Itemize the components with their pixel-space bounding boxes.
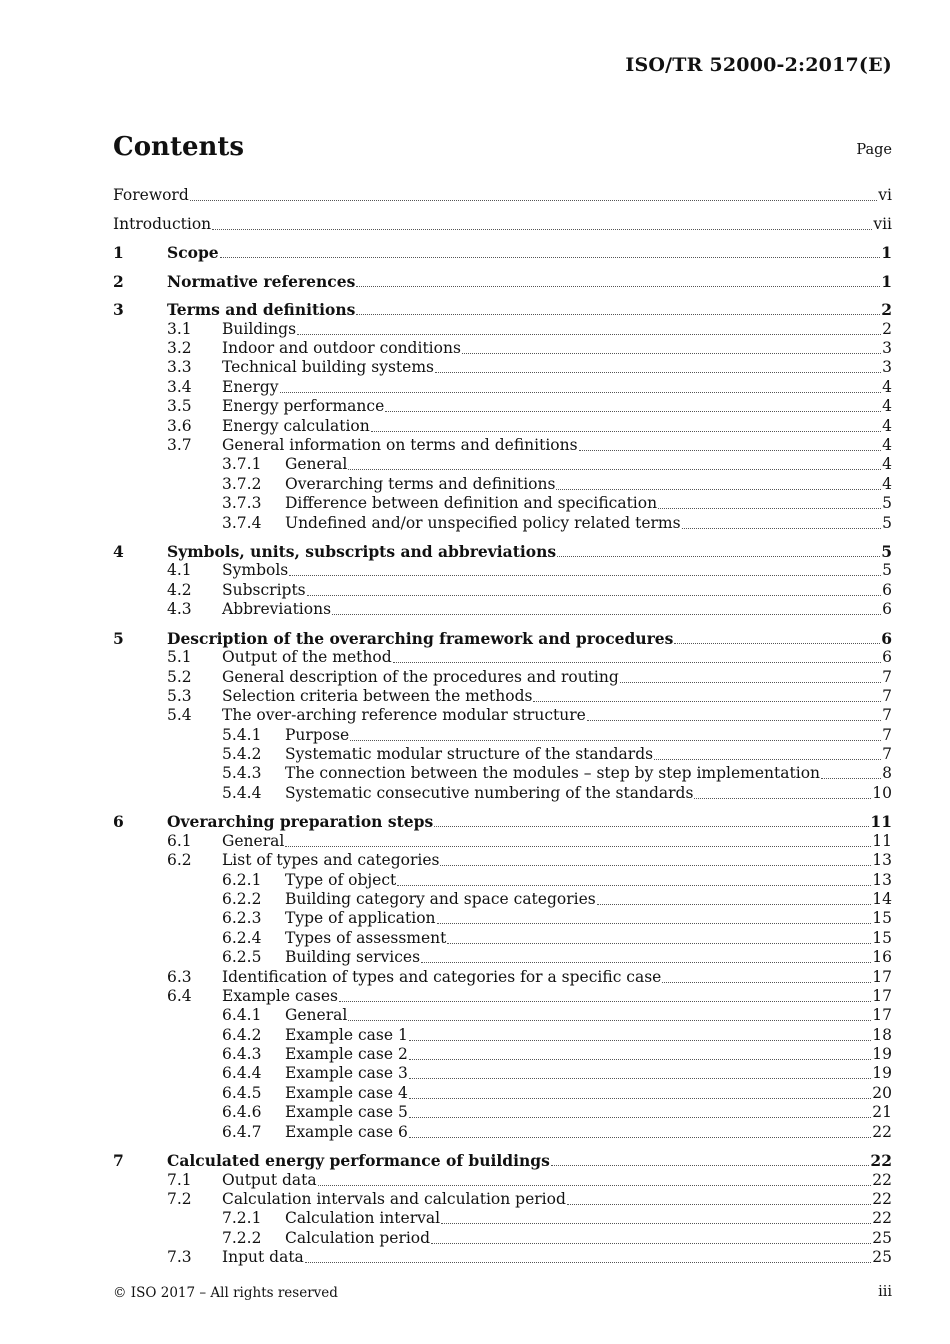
toc-dot-leader: [220, 257, 881, 258]
toc-entry[interactable]: [113, 339, 892, 358]
toc-dot-leader: [409, 1040, 871, 1041]
toc-entry-number: 3.7.2: [222, 474, 262, 493]
toc-entry[interactable]: [113, 436, 892, 455]
toc-dot-leader: [350, 740, 881, 741]
toc-entry[interactable]: [113, 377, 892, 396]
toc-entry[interactable]: [113, 628, 892, 648]
toc-dot-leader: [533, 701, 881, 702]
toc-dot-leader: [348, 469, 881, 470]
toc-entry-number: 6.3: [167, 967, 192, 986]
toc-dot-leader: [289, 575, 881, 576]
toc-entry-title: Example case 2: [285, 1045, 408, 1064]
toc-entry-number: 6.4: [167, 986, 192, 1005]
toc-entry-number: 6.2.4: [222, 928, 262, 947]
toc-entry-number: 6.4.1: [222, 1006, 262, 1025]
toc-dot-leader: [409, 1078, 871, 1079]
footer-page-number: iii: [878, 1284, 892, 1300]
toc-dot-leader: [356, 314, 880, 315]
toc-entry[interactable]: [113, 1083, 892, 1102]
toc-entry-title: General: [222, 831, 285, 850]
toc-entry[interactable]: [113, 648, 892, 667]
toc-entry[interactable]: [113, 783, 892, 802]
toc-entry-number: 3: [113, 300, 124, 320]
toc-dot-leader: [658, 508, 881, 509]
toc-dot-leader: [597, 904, 872, 905]
toc-dot-leader: [437, 923, 872, 924]
toc-entry-number: 6.2.3: [222, 909, 262, 928]
toc-entry-title: General description of the procedures and routing: [222, 667, 619, 686]
toc-entry[interactable]: [113, 706, 892, 725]
toc-entry[interactable]: [113, 319, 892, 338]
toc-entry-page: 13: [872, 851, 892, 870]
toc-dot-leader: [212, 229, 872, 230]
toc-dot-leader: [556, 489, 881, 490]
toc-entry-title: Type of object: [285, 870, 397, 889]
toc-entry[interactable]: [113, 542, 892, 562]
toc-entry-page: 16: [872, 948, 892, 967]
toc-entry-page: 14: [872, 889, 892, 908]
toc-dot-leader: [435, 372, 881, 373]
toc-entry-page: 13: [872, 870, 892, 889]
toc-entry-title: Energy: [222, 377, 279, 396]
toc-dot-leader: [339, 1001, 871, 1002]
toc-entry-title: Example case 4: [285, 1083, 408, 1102]
toc-entry[interactable]: [113, 494, 892, 513]
toc-entry-page: 18: [872, 1025, 892, 1044]
toc-entry-title: Identification of types and categories for a specific case: [222, 967, 662, 986]
toc-entry-page: 10: [872, 783, 892, 802]
toc-entry[interactable]: [113, 745, 892, 764]
toc-dot-leader: [393, 662, 882, 663]
toc-entry-title: The connection between the modules – step by step implementation: [285, 764, 821, 783]
toc-entry-number: 6: [113, 812, 124, 832]
toc-dot-leader: [440, 865, 871, 866]
toc-entry-page: 7: [882, 686, 892, 705]
toc-entry-number: 6.4.5: [222, 1083, 262, 1102]
toc-entry-number: 3.3: [167, 358, 192, 377]
toc-entry-title: Output of the method: [222, 648, 392, 667]
toc-entry[interactable]: [113, 1170, 892, 1189]
toc-entry-number: 6.2: [167, 851, 192, 870]
toc-entry[interactable]: [113, 967, 892, 986]
toc-entry[interactable]: [113, 890, 892, 909]
toc-entry-title: The over-arching reference modular structure: [222, 706, 586, 725]
toc-entry-title: Systematic consecutive numbering of the standards: [285, 783, 694, 802]
toc-entry-page: 22: [872, 1209, 892, 1228]
toc-dot-leader: [332, 614, 881, 615]
toc-entry-page: 6: [882, 600, 892, 619]
toc-entry-title: Foreword: [113, 186, 189, 205]
toc-entry-number: 5.4.2: [222, 745, 262, 764]
toc-entry-number: 5: [113, 628, 124, 648]
toc-entry-number: 3.7.1: [222, 455, 262, 474]
toc-entry-number: 7.2.2: [222, 1228, 262, 1247]
toc-entry-page: 1: [881, 271, 892, 291]
toc-entry[interactable]: [113, 1151, 892, 1171]
toc-entry[interactable]: [113, 1045, 892, 1064]
toc-entry-page: 5: [882, 494, 892, 513]
toc-entry-title: Energy calculation: [222, 416, 370, 435]
toc-dot-leader: [587, 720, 881, 721]
toc-entry-page: 20: [872, 1083, 892, 1102]
toc-dot-leader: [297, 334, 881, 335]
toc-dot-leader: [305, 1262, 871, 1263]
toc-dot-leader: [579, 450, 882, 451]
toc-entry-title: Indoor and outdoor conditions: [222, 339, 461, 358]
toc-entry-page: 15: [872, 909, 892, 928]
toc-entry-number: 6.4.6: [222, 1103, 262, 1122]
toc-entry-number: 6.4.3: [222, 1045, 262, 1064]
toc-entry[interactable]: [113, 831, 892, 850]
toc-entry-number: 7.2: [167, 1189, 192, 1208]
toc-dot-leader: [409, 1117, 871, 1118]
toc-entry-title: Calculation intervals and calculation period: [222, 1189, 566, 1208]
table-of-contents: [113, 186, 892, 1267]
toc-entry-number: 5.1: [167, 648, 192, 667]
toc-entry[interactable]: [113, 271, 892, 291]
toc-entry[interactable]: [113, 687, 892, 706]
toc-entry-page: 25: [872, 1228, 892, 1247]
toc-entry[interactable]: [113, 948, 892, 967]
toc-entry-title: Overarching terms and definitions: [285, 474, 556, 493]
toc-dot-leader: [694, 798, 871, 799]
toc-dot-leader: [356, 286, 880, 287]
toc-entry-number: 3.7.4: [222, 513, 262, 532]
toc-dot-leader: [682, 528, 882, 529]
toc-entry[interactable]: [113, 358, 892, 377]
toc-entry-page: 22: [872, 1170, 892, 1189]
document-id: ISO/TR 52000-2:2017(E): [625, 54, 892, 76]
toc-entry-number: 7: [113, 1151, 124, 1171]
toc-entry-title: Abbreviations: [222, 600, 332, 619]
toc-entry-page: 17: [872, 986, 892, 1005]
toc-entry-page: 22: [872, 1189, 892, 1208]
toc-entry-title: Types of assessment: [285, 928, 447, 947]
toc-dot-leader: [654, 759, 881, 760]
toc-entry-page: 4: [882, 377, 892, 396]
toc-entry-number: 3.4: [167, 377, 192, 396]
toc-entry-number: 6.2.5: [222, 948, 262, 967]
toc-entry[interactable]: [113, 851, 892, 870]
toc-dot-leader: [620, 682, 881, 683]
toc-entry-title: Selection criteria between the methods: [222, 686, 533, 705]
toc-entry-page: 8: [882, 764, 892, 783]
toc-entry[interactable]: [113, 725, 892, 744]
toc-entry-number: 6.2.1: [222, 870, 262, 889]
toc-dot-leader: [280, 392, 882, 393]
toc-entry-title: Systematic modular structure of the standards: [285, 745, 654, 764]
toc-dot-leader: [447, 943, 871, 944]
toc-entry[interactable]: [113, 1190, 892, 1209]
toc-entry-title: Description of the overarching framework and procedures: [167, 628, 674, 648]
toc-entry-number: 4: [113, 542, 124, 562]
toc-entry-page: 25: [872, 1248, 892, 1267]
toc-dot-leader: [551, 1165, 870, 1166]
toc-entry-page: 19: [872, 1064, 892, 1083]
toc-entry-page: 17: [872, 967, 892, 986]
toc-entry-page: 11: [870, 812, 892, 832]
toc-entry[interactable]: [113, 397, 892, 416]
toc-entry[interactable]: [113, 455, 892, 474]
toc-entry[interactable]: [113, 928, 892, 947]
toc-entry-number: 6.4.4: [222, 1064, 262, 1083]
page-column-label: Page: [856, 142, 892, 158]
toc-dot-leader: [409, 1098, 871, 1099]
toc-entry-title: Example case 1: [285, 1025, 408, 1044]
toc-entry[interactable]: [113, 600, 892, 619]
toc-entry-page: 15: [872, 928, 892, 947]
toc-entry[interactable]: [113, 1006, 892, 1025]
toc-entry-title: Type of application: [285, 909, 436, 928]
toc-entry-page: 2: [882, 319, 892, 338]
toc-entry[interactable]: [113, 1122, 892, 1141]
toc-dot-leader: [441, 1223, 871, 1224]
toc-dot-leader: [662, 982, 871, 983]
toc-entry-number: 6.1: [167, 831, 192, 850]
toc-entry-number: 3.5: [167, 397, 192, 416]
toc-entry-page: 7: [882, 667, 892, 686]
toc-entry[interactable]: [113, 474, 892, 493]
toc-dot-leader: [190, 200, 878, 201]
toc-entry[interactable]: [113, 1248, 892, 1267]
toc-entry-number: 3.7: [167, 436, 192, 455]
toc-dot-leader: [397, 885, 871, 886]
toc-entry[interactable]: [113, 667, 892, 686]
toc-entry-number: 3.7.3: [222, 494, 262, 513]
toc-entry-title: Difference between definition and specification: [285, 494, 658, 513]
toc-entry-number: 6.4.2: [222, 1025, 262, 1044]
toc-entry-page: 19: [872, 1045, 892, 1064]
toc-entry-title: Calculation period: [285, 1228, 431, 1247]
toc-entry-page: 4: [882, 474, 892, 493]
toc-entry[interactable]: [113, 812, 892, 832]
toc-entry[interactable]: [113, 1064, 892, 1083]
toc-entry-page: 22: [870, 1151, 892, 1171]
toc-entry[interactable]: [113, 909, 892, 928]
toc-entry-number: 7.3: [167, 1248, 192, 1267]
footer-copyright: © ISO 2017 – All rights reserved: [113, 1285, 338, 1301]
toc-entry-title: Terms and definitions: [167, 300, 356, 320]
toc-dot-leader: [348, 1020, 871, 1021]
toc-dot-leader: [371, 431, 881, 432]
toc-entry-title: Building category and space categories: [285, 889, 596, 908]
toc-entry-number: 2: [113, 271, 124, 291]
toc-dot-leader: [821, 778, 881, 779]
toc-entry-number: 3.1: [167, 319, 192, 338]
toc-entry-title: General: [285, 455, 348, 474]
toc-entry[interactable]: [113, 416, 892, 435]
contents-heading: Contents: [113, 132, 245, 162]
toc-dot-leader: [462, 353, 881, 354]
toc-entry-page: 7: [882, 725, 892, 744]
toc-entry-title: Symbols, units, subscripts and abbreviations: [167, 542, 557, 562]
toc-entry-page: 7: [882, 745, 892, 764]
toc-entry-page: 5: [882, 561, 892, 580]
toc-entry-title: Subscripts: [222, 580, 306, 599]
toc-entry-page: 17: [872, 1006, 892, 1025]
toc-entry-title: Overarching preparation steps: [167, 812, 434, 832]
toc-dot-leader: [285, 846, 871, 847]
toc-entry-page: 7: [882, 706, 892, 725]
toc-entry-number: 6.4.7: [222, 1122, 262, 1141]
toc-dot-leader: [567, 1204, 871, 1205]
toc-entry[interactable]: [113, 1025, 892, 1044]
toc-entry-number: 7.1: [167, 1170, 192, 1189]
toc-dot-leader: [307, 595, 881, 596]
toc-dot-leader: [557, 556, 880, 557]
toc-entry-page: vi: [878, 186, 892, 205]
toc-entry-page: 3: [882, 358, 892, 377]
toc-entry-page: 4: [882, 416, 892, 435]
toc-entry-page: vii: [873, 214, 892, 233]
toc-entry[interactable]: [113, 1209, 892, 1228]
toc-entry[interactable]: [113, 561, 892, 580]
toc-entry-page: 1: [881, 243, 892, 263]
toc-entry-page: 6: [882, 580, 892, 599]
toc-entry-page: 2: [881, 300, 892, 320]
toc-entry-page: 22: [872, 1122, 892, 1141]
toc-entry[interactable]: [113, 987, 892, 1006]
toc-entry-number: 5.4: [167, 706, 192, 725]
toc-entry-title: Calculation interval: [285, 1209, 441, 1228]
toc-entry[interactable]: [113, 243, 892, 263]
toc-entry[interactable]: [113, 764, 892, 783]
toc-entry[interactable]: [113, 513, 892, 532]
toc-dot-leader: [409, 1059, 871, 1060]
toc-entry-number: 3.2: [167, 339, 192, 358]
toc-entry-number: 5.4.1: [222, 725, 262, 744]
toc-entry-title: General information on terms and definitions: [222, 436, 578, 455]
toc-entry-number: 4.3: [167, 600, 192, 619]
toc-entry-title: Example case 5: [285, 1103, 408, 1122]
toc-entry[interactable]: [113, 1103, 892, 1122]
toc-entry-number: 1: [113, 243, 124, 263]
toc-dot-leader: [421, 962, 871, 963]
toc-dot-leader: [434, 826, 869, 827]
toc-dot-leader: [318, 1185, 872, 1186]
toc-entry-page: 6: [882, 648, 892, 667]
toc-entry[interactable]: [113, 1228, 892, 1247]
toc-entry-title: Symbols: [222, 561, 289, 580]
toc-entry[interactable]: [113, 214, 892, 233]
toc-entry-page: 5: [882, 513, 892, 532]
toc-entry-page: 4: [882, 436, 892, 455]
toc-entry-number: 4.2: [167, 580, 192, 599]
toc-entry[interactable]: [113, 300, 892, 320]
toc-entry-title: Scope: [167, 243, 219, 263]
toc-entry-title: Example case 6: [285, 1122, 408, 1141]
toc-entry-page: 6: [881, 628, 892, 648]
toc-entry-number: 5.4.3: [222, 764, 262, 783]
toc-entry-page: 3: [882, 339, 892, 358]
toc-dot-leader: [674, 643, 880, 644]
toc-entry-number: 6.2.2: [222, 889, 262, 908]
toc-dot-leader: [385, 411, 881, 412]
toc-entry-title: Normative references: [167, 271, 356, 291]
toc-entry-title: Input data: [222, 1248, 304, 1267]
toc-entry-number: 5.3: [167, 686, 192, 705]
toc-entry-number: 5.2: [167, 667, 192, 686]
toc-entry-title: Example case 3: [285, 1064, 408, 1083]
toc-entry-title: Output data: [222, 1170, 317, 1189]
toc-entry[interactable]: [113, 580, 892, 599]
toc-entry-title: Technical building systems: [222, 358, 434, 377]
toc-entry-page: 4: [882, 397, 892, 416]
toc-entry-title: Calculated energy performance of buildings: [167, 1151, 550, 1171]
toc-entry-page: 11: [872, 831, 892, 850]
toc-entry-title: General: [285, 1006, 348, 1025]
toc-entry-number: 7.2.1: [222, 1209, 262, 1228]
toc-entry-title: Buildings: [222, 319, 297, 338]
toc-entry-title: Undefined and/or unspecified policy related terms: [285, 513, 681, 532]
toc-dot-leader: [431, 1243, 871, 1244]
toc-entry-page: 4: [882, 455, 892, 474]
toc-entry-page: 5: [881, 542, 892, 562]
toc-entry-number: 5.4.4: [222, 783, 262, 802]
toc-entry-number: 4.1: [167, 561, 192, 580]
toc-entry-title: List of types and categories: [222, 851, 440, 870]
toc-entry[interactable]: [113, 186, 892, 205]
toc-entry-title: Purpose: [285, 725, 350, 744]
toc-entry-title: Introduction: [113, 214, 212, 233]
toc-dot-leader: [409, 1137, 871, 1138]
toc-entry[interactable]: [113, 870, 892, 889]
toc-entry-title: Example cases: [222, 986, 338, 1005]
toc-entry-page: 21: [872, 1103, 892, 1122]
toc-entry-title: Energy performance: [222, 397, 385, 416]
toc-entry-number: 3.6: [167, 416, 192, 435]
toc-entry-title: Building services: [285, 948, 421, 967]
